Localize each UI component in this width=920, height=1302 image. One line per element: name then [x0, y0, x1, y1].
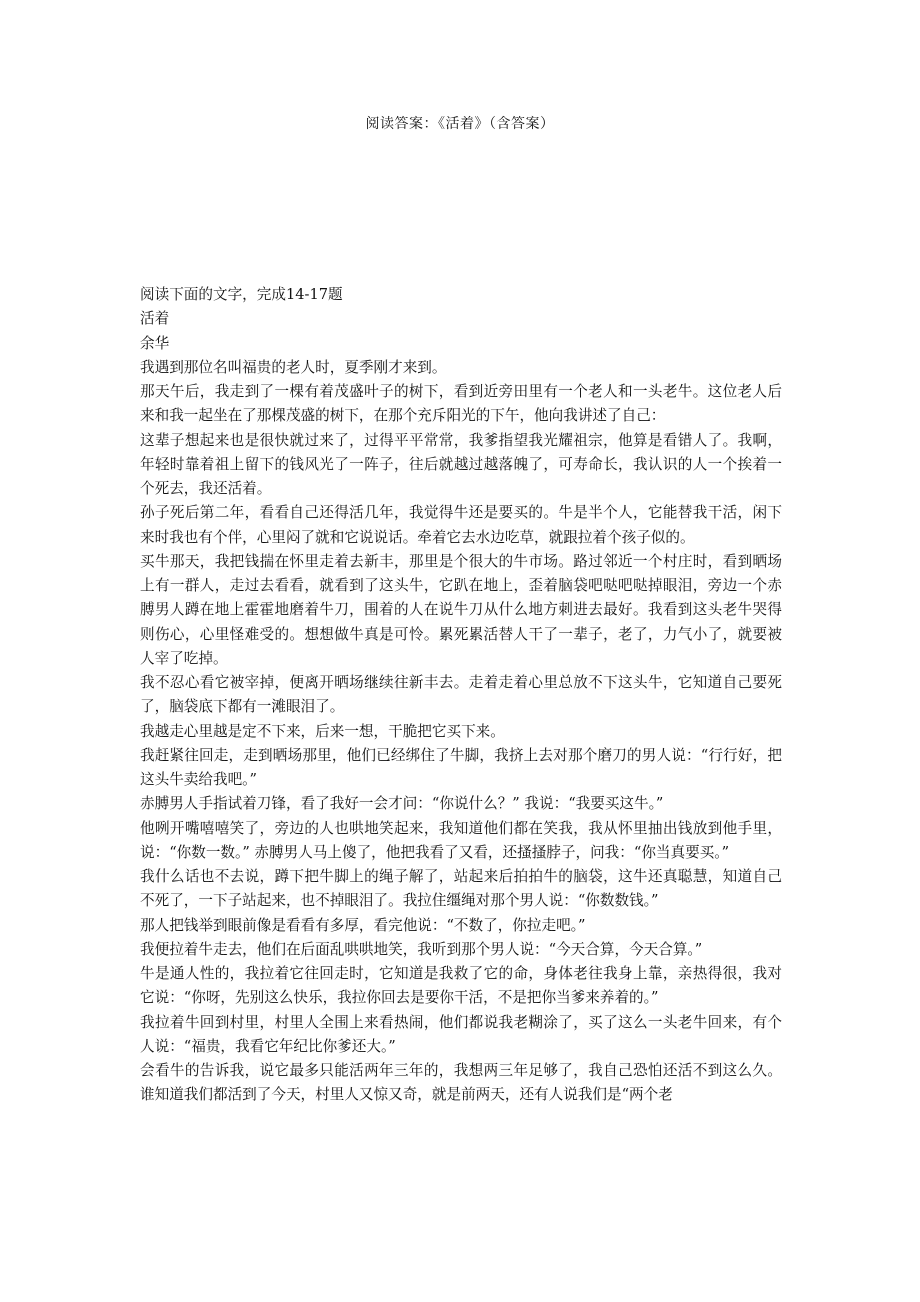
paragraph: 这辈子想起来也是很快就过来了，过得平平常常，我爹指望我光耀祖宗，他算是看错人了。我啊，年轻时靠着祖上留下的钱风光了一阵子，往后就越过越落魄了，可寿命长，我认识的人一个挨着一个死去，我还活着。: [140, 431, 782, 497]
paragraph: 我遇到那位名叫福贵的老人时，夏季刚才来到。: [140, 358, 447, 376]
paragraph: 赤膊男人手指试着刀锋，看了我好一会才问：“你说什么？” 我说：“我要买这牛。”: [140, 795, 664, 813]
paragraph: 那人把钱举到眼前像是看看有多厚，看完他说：“不数了，你拉走吧。”: [140, 916, 586, 934]
paragraph: 买牛那天，我把钱揣在怀里走着去新丰，那里是个很大的牛市场。路过邻近一个村庄时，看到晒场上有一群人，走过去看看，就看到了这头牛，它趴在地上，歪着脑袋吧哒吧哒掉眼泪，旁边一个赤膊男人蹲在地上霍霍地磨着牛刀，围着的人在说牛刀从什么地方刺进去最好。我看到这头老牛哭得则伤心，心里怪难受的。想想做牛真是可怜。累死累活替人干了一辈子，老了，力气小了，就要被人宰了吃掉。: [140, 552, 782, 667]
paragraph: 我越走心里越是定不下来，后来一想，干脆把它买下来。: [140, 722, 505, 740]
story-title: 活着: [140, 310, 170, 328]
paragraph: 他咧开嘴嘻嘻笑了，旁边的人也哄地笑起来，我知道他们都在笑我，我从怀里抽出钱放到他手里，说：“你数一数。” 赤膊男人马上傻了，他把我看了又看，还搔搔脖子，问我：“你当真要买。”: [140, 819, 782, 861]
paragraph: 我不忍心看它被宰掉，便离开晒场继续往新丰去。走着走着心里总放不下这头牛，它知道自己要死了，脑袋底下都有一滩眼泪了。: [140, 674, 782, 716]
question-instruction: 阅读下面的文字，完成14-17题: [140, 286, 343, 303]
paragraph: 那天午后，我走到了一棵有着茂盛叶子的树下，看到近旁田里有一个老人和一头老牛。这位老人后来和我一起坐在了那棵茂盛的树下，在那个充斥阳光的下午，他向我讲述了自己：: [140, 383, 782, 425]
paragraph: 我什么话也不去说，蹲下把牛脚上的绳子解了，站起来后拍拍牛的脑袋，这牛还真聪慧，知道自己不死了，一下子站起来，也不掉眼泪了。我拉住缰绳对那个男人说：“你数数钱。”: [140, 868, 782, 910]
paragraph: 我拉着牛回到村里，村里人全围上来看热闹，他们都说我老糊涂了，买了这么一头老牛回来，有个人说：“福贵，我看它年纪比你爹还大。”: [140, 1013, 782, 1055]
paragraph: 牛是通人性的，我拉着它往回走时，它知道是我救了它的命，身体老往我身上靠，亲热得很，我对它说：“你呀，先别这么快乐，我拉你回去是要你干活，不是把你当爹来养着的。”: [140, 965, 782, 1007]
document-body: [140, 283, 782, 1108]
document-title: 阅读答案：《活着》（含答案）: [365, 116, 555, 132]
paragraph: 我便拉着牛走去，他们在后面乱哄哄地笑，我听到那个男人说：“今天合算，今天合算。”: [140, 940, 703, 958]
paragraph: 我赶紧往回走，走到晒场那里，他们已经绑住了牛脚，我挤上去对那个磨刀的男人说：“行行好，把这头牛卖给我吧。”: [140, 746, 782, 788]
story-author: 余华: [140, 334, 170, 352]
paragraph: 孙子死后第二年，看看自己还得活几年，我觉得牛还是要买的。牛是半个人，它能替我干活，闲下来时我也有个伴，心里闷了就和它说说话。牵着它去水边吃草，就跟拉着个孩子似的。: [140, 504, 782, 546]
paragraph: 会看牛的告诉我，说它最多只能活两年三年的，我想两三年足够了，我自己恐怕还活不到这么久。谁知道我们都活到了今天，村里人又惊又奇，就是前两天，还有人说我们是“两个老: [140, 1062, 782, 1104]
